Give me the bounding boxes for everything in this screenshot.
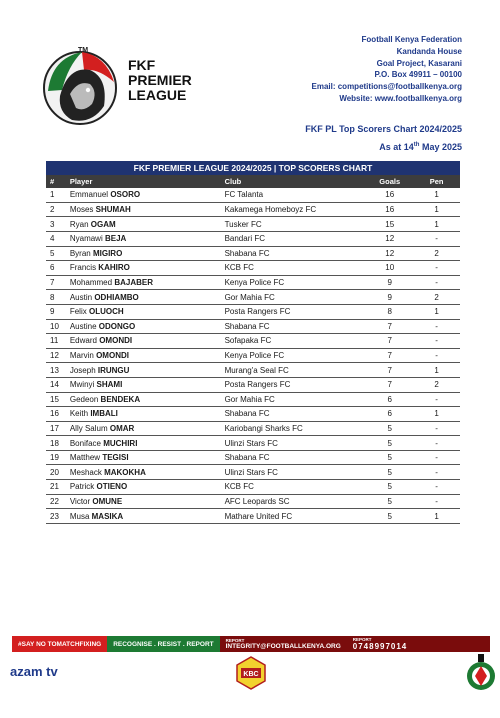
federation-house: Kandanda House	[396, 46, 462, 56]
table-row	[46, 231, 460, 246]
rank-cell: 7	[46, 275, 66, 290]
player-surname: MIGIRO	[92, 248, 123, 258]
goals-cell: 12	[366, 246, 413, 261]
player-cell	[66, 319, 221, 334]
penalties-cell: 2	[413, 246, 460, 261]
player-first-name: Edward	[69, 336, 100, 346]
rank-cell: 10	[46, 319, 66, 334]
rank-cell: 1	[46, 188, 66, 202]
report-label: REPORT	[225, 638, 245, 643]
federation-po-box: P.O. Box 49911 – 00100	[374, 70, 462, 80]
table-row	[46, 494, 460, 509]
goals-cell: 12	[366, 231, 413, 246]
player-cell	[66, 377, 221, 392]
say-no-hashtag: #SAY NO TOMATCHFIXING	[12, 636, 107, 652]
player-cell	[66, 334, 221, 349]
club-cell: Bandari FC	[221, 231, 367, 246]
penalties-cell: 1	[413, 407, 460, 422]
report-email[interactable]: INTEGRITY@FOOTBALLKENYA.ORG	[225, 643, 341, 650]
penalties-cell: 2	[413, 377, 460, 392]
table-banner: FKF PREMIER LEAGUE 2024/2025 | TOP SCORERS CHART	[46, 161, 460, 175]
player-cell	[66, 188, 221, 202]
club-cell: Posta Rangers FC	[221, 377, 367, 392]
club-cell: Gor Mahia FC	[221, 290, 367, 305]
goals-cell: 15	[366, 217, 413, 232]
player-surname: IRUNGU	[97, 365, 130, 375]
report-phone-block	[347, 637, 414, 651]
table-row	[46, 450, 460, 465]
penalties-cell: -	[413, 319, 460, 334]
rank-cell: 2	[46, 202, 66, 217]
goals-cell: 9	[366, 275, 413, 290]
goals-cell: 16	[366, 202, 413, 217]
rank-cell: 5	[46, 246, 66, 261]
player-first-name: Byran	[69, 248, 93, 258]
player-cell	[66, 246, 221, 261]
penalties-cell: 1	[413, 217, 460, 232]
player-first-name: Mohammed	[69, 278, 115, 288]
player-first-name: Marvin	[69, 351, 97, 361]
table-header-row	[46, 175, 460, 189]
goals-cell: 9	[366, 290, 413, 305]
player-first-name: Victor	[69, 496, 93, 506]
rank-cell: 15	[46, 392, 66, 407]
player-cell	[66, 363, 221, 378]
logo-line1: FKF	[128, 57, 156, 73]
player-cell	[66, 392, 221, 407]
club-cell: KCB FC	[221, 261, 367, 276]
goals-cell: 5	[366, 450, 413, 465]
report-email-block	[220, 638, 347, 650]
player-first-name: Ryan	[69, 219, 91, 229]
table-row	[46, 465, 460, 480]
goals-cell: 7	[366, 377, 413, 392]
table-row	[46, 246, 460, 261]
club-cell: FC Talanta	[221, 188, 367, 202]
report-phone[interactable]: 0748997014	[352, 642, 408, 651]
player-first-name: Nyamawi	[69, 234, 105, 244]
player-first-name: Gedeon	[69, 394, 101, 404]
goals-cell: 5	[366, 480, 413, 495]
club-cell: KCB FC	[221, 480, 367, 495]
player-surname: ODHIAMBO	[94, 292, 139, 302]
table-row	[46, 202, 460, 217]
goals-cell: 6	[366, 407, 413, 422]
table-row	[46, 217, 460, 232]
col-header-player: Player	[66, 175, 221, 189]
table-row	[46, 188, 460, 202]
goals-cell: 5	[366, 509, 413, 524]
player-cell	[66, 509, 221, 524]
player-cell	[66, 436, 221, 451]
player-cell	[66, 407, 221, 422]
penalties-cell: -	[413, 231, 460, 246]
club-cell: AFC Leopards SC	[221, 494, 367, 509]
top-scorers-table	[46, 161, 460, 524]
rank-cell: 8	[46, 290, 66, 305]
rank-cell: 6	[46, 261, 66, 276]
table-row	[46, 348, 460, 363]
player-surname: TEGISI	[102, 453, 129, 463]
federation-project: Goal Project, Kasarani	[376, 58, 462, 68]
federation-address	[312, 34, 463, 105]
player-cell	[66, 290, 221, 305]
rank-cell: 23	[46, 509, 66, 524]
club-cell: Shabana FC	[221, 407, 367, 422]
penalties-cell: 1	[413, 509, 460, 524]
player-surname: MUCHIRI	[103, 438, 138, 448]
penalties-cell: -	[413, 261, 460, 276]
kbc-label: KBC	[243, 671, 259, 678]
table-row	[46, 290, 460, 305]
goals-cell: 5	[366, 436, 413, 451]
player-surname: OSORO	[110, 190, 141, 200]
player-first-name: Musa	[69, 511, 92, 521]
club-cell: Tusker FC	[221, 217, 367, 232]
azam-tv-logo	[8, 660, 62, 682]
table-row	[46, 319, 460, 334]
club-cell: Murang'a Seal FC	[221, 363, 367, 378]
rank-cell: 11	[46, 334, 66, 349]
col-header-goals: Goals	[366, 175, 413, 189]
federation-name: Football Kenya Federation	[361, 35, 462, 44]
player-cell	[66, 202, 221, 217]
goals-cell: 5	[366, 421, 413, 436]
player-surname: BENDEKA	[100, 394, 141, 404]
rank-cell: 13	[46, 363, 66, 378]
col-header-num: #	[46, 175, 66, 189]
table-row	[46, 261, 460, 276]
club-cell: Kenya Police FC	[221, 275, 367, 290]
azam-label: azam tv	[10, 664, 58, 679]
player-first-name: Austin	[69, 292, 95, 302]
table-row	[46, 436, 460, 451]
player-first-name: Emmanuel	[69, 190, 111, 200]
player-cell	[66, 217, 221, 232]
player-cell	[66, 231, 221, 246]
player-first-name: Moses	[69, 205, 96, 215]
player-cell	[66, 348, 221, 363]
player-cell	[66, 304, 221, 319]
player-surname: IMBALI	[90, 409, 118, 419]
penalties-cell: 1	[413, 363, 460, 378]
chart-title: FKF PL Top Scorers Chart 2024/2025	[305, 124, 462, 134]
player-first-name: Austine	[69, 321, 99, 331]
club-cell: Gor Mahia FC	[221, 392, 367, 407]
table-row	[46, 363, 460, 378]
club-cell: Kenya Police FC	[221, 348, 367, 363]
player-cell	[66, 494, 221, 509]
player-surname: OMAR	[109, 423, 135, 433]
logo-line3: LEAGUE	[128, 87, 187, 103]
goals-cell: 7	[366, 348, 413, 363]
player-surname: SHAMI	[96, 380, 123, 390]
penalties-cell: 1	[413, 188, 460, 202]
table-row	[46, 275, 460, 290]
federation-email[interactable]: Email: competitions@footballkenya.org	[311, 82, 462, 92]
player-surname: OMUNE	[92, 496, 123, 506]
rank-cell: 20	[46, 465, 66, 480]
penalties-cell: 1	[413, 202, 460, 217]
player-surname: MAKOKHA	[104, 467, 146, 477]
player-surname: SHUMAH	[95, 205, 131, 215]
anti-match-fixing-banner	[12, 636, 490, 652]
player-cell	[66, 261, 221, 276]
player-surname: OTIENO	[96, 482, 128, 492]
goals-cell: 5	[366, 465, 413, 480]
table-row	[46, 509, 460, 524]
player-surname: OMONDI	[99, 336, 133, 346]
club-cell: Posta Rangers FC	[221, 304, 367, 319]
col-header-club: Club	[221, 175, 367, 189]
as-at-date	[379, 142, 462, 152]
club-cell: Ulinzi Stars FC	[221, 436, 367, 451]
rank-cell: 19	[46, 450, 66, 465]
rank-cell: 21	[46, 480, 66, 495]
club-cell: Shabana FC	[221, 319, 367, 334]
player-surname: KAHIRO	[98, 263, 130, 273]
player-first-name: Felix	[69, 307, 89, 317]
penalties-cell: -	[413, 480, 460, 495]
rank-cell: 4	[46, 231, 66, 246]
player-cell	[66, 275, 221, 290]
player-cell	[66, 450, 221, 465]
goals-cell: 6	[366, 392, 413, 407]
col-header-pen: Pen	[413, 175, 460, 189]
player-surname: BAJABER	[114, 278, 153, 288]
kenya-seal-icon	[466, 652, 496, 696]
as-at-prefix: As at 14	[379, 142, 414, 152]
logo-wordmark	[128, 58, 192, 103]
table-row	[46, 334, 460, 349]
rank-cell: 9	[46, 304, 66, 319]
penalties-cell: -	[413, 494, 460, 509]
player-cell	[66, 480, 221, 495]
rank-cell: 18	[46, 436, 66, 451]
table-row	[46, 377, 460, 392]
goals-cell: 8	[366, 304, 413, 319]
player-first-name: Keith	[69, 409, 91, 419]
penalties-cell: -	[413, 392, 460, 407]
player-surname: MASIKA	[91, 511, 124, 521]
table-row	[46, 392, 460, 407]
report-label-2: REPORT	[352, 637, 372, 642]
table-row	[46, 421, 460, 436]
goals-cell: 7	[366, 319, 413, 334]
goals-cell: 7	[366, 334, 413, 349]
goals-cell: 10	[366, 261, 413, 276]
table-row	[46, 304, 460, 319]
club-cell: Kakamega Homeboyz FC	[221, 202, 367, 217]
campaign-slogan: RECOGNISE . RESIST . REPORT	[107, 636, 219, 652]
penalties-cell: 1	[413, 304, 460, 319]
penalties-cell: -	[413, 275, 460, 290]
player-first-name: Patrick	[69, 482, 97, 492]
as-at-suffix: th	[413, 142, 420, 148]
kbc-logo	[236, 656, 266, 690]
rank-cell: 3	[46, 217, 66, 232]
player-first-name: Ally Salum	[69, 423, 110, 433]
club-cell: Mathare United FC	[221, 509, 367, 524]
penalties-cell: -	[413, 465, 460, 480]
player-surname: OMONDI	[96, 351, 129, 361]
player-surname: BEJA	[104, 234, 127, 244]
federation-website[interactable]: Website: www.footballkenya.org	[339, 93, 462, 103]
player-first-name: Francis	[69, 263, 99, 273]
penalties-cell: -	[413, 348, 460, 363]
player-surname: ODONGO	[98, 321, 136, 331]
club-cell: Shabana FC	[221, 246, 367, 261]
logo-line2: PREMIER	[128, 72, 192, 88]
penalties-cell: -	[413, 334, 460, 349]
player-first-name: Matthew	[69, 453, 103, 463]
rank-cell: 16	[46, 407, 66, 422]
table-row	[46, 480, 460, 495]
player-surname: OLUOCH	[88, 307, 124, 317]
player-surname: OGAM	[90, 219, 116, 229]
rank-cell: 12	[46, 348, 66, 363]
player-first-name: Boniface	[69, 438, 104, 448]
penalties-cell: 2	[413, 290, 460, 305]
rank-cell: 22	[46, 494, 66, 509]
penalties-cell: -	[413, 421, 460, 436]
player-first-name: Meshack	[69, 467, 105, 477]
rank-cell: 14	[46, 377, 66, 392]
table-row	[46, 407, 460, 422]
rank-cell: 17	[46, 421, 66, 436]
penalties-cell: -	[413, 436, 460, 451]
club-cell: Sofapaka FC	[221, 334, 367, 349]
player-first-name: Mwinyi	[69, 380, 97, 390]
club-cell: Shabana FC	[221, 450, 367, 465]
player-cell	[66, 421, 221, 436]
as-at-rest: May 2025	[419, 142, 462, 152]
player-cell	[66, 465, 221, 480]
player-first-name: Joseph	[69, 365, 98, 375]
trademark-mark: TM	[78, 47, 89, 54]
goals-cell: 5	[366, 494, 413, 509]
table-banner-row	[46, 161, 460, 175]
penalties-cell: -	[413, 450, 460, 465]
club-cell: Ulinzi Stars FC	[221, 465, 367, 480]
club-cell: Kariobangi Sharks FC	[221, 421, 367, 436]
goals-cell: 7	[366, 363, 413, 378]
goals-cell: 16	[366, 188, 413, 202]
